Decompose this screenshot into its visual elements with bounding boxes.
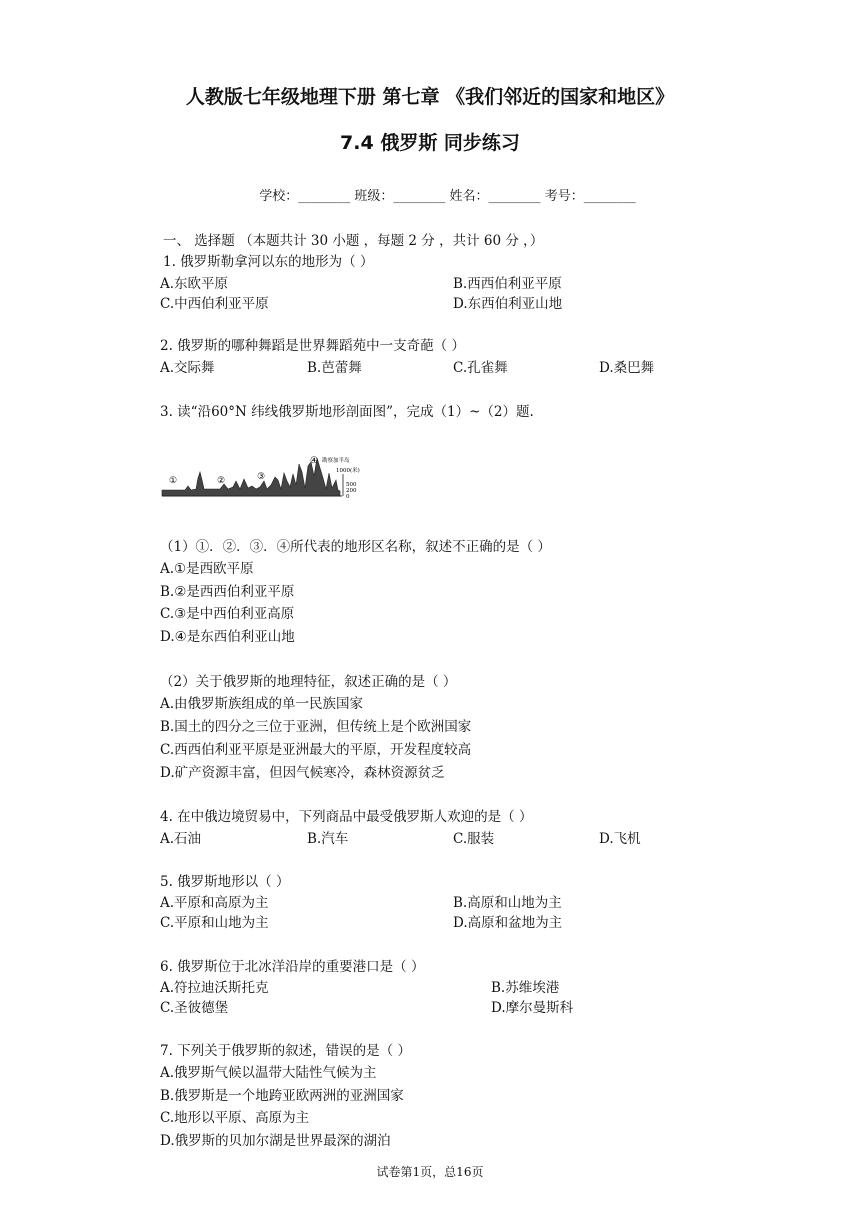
question-7-stem: 7. 下列关于俄罗斯的叙述，错误的是（ ） (160, 1043, 411, 1059)
question-3-2-option-d: D.矿产资源丰富，但因气候寒冷，森林资源贫乏 (160, 765, 445, 781)
terrain-profile-figure (160, 450, 385, 502)
question-6-stem: 6. 俄罗斯位于北冰洋沿岸的重要港口是（ ） (160, 959, 425, 975)
question-2-option-c: C.孔雀舞 (453, 360, 508, 376)
question-3-2-option-c: C.西西伯利亚平原是亚洲最大的平原，开发程度较高 (160, 742, 472, 758)
question-5-option-d: D.高原和盆地为主 (453, 915, 563, 931)
page-footer: 试卷第1页，总16页 (376, 1165, 484, 1179)
figure-marker-2: ② (217, 476, 226, 486)
question-3-1-stem: （1）①．②．③．④所代表的地形区名称，叙述不正确的是（ ） (160, 539, 551, 555)
figure-scale-200: 200 (346, 488, 357, 494)
figure-scale-500: 500 (346, 482, 357, 488)
document-subtitle: 7.4 俄罗斯 同步练习 (340, 132, 520, 154)
question-1-option-c: C.中西伯利亚平原 (160, 296, 269, 312)
question-4-option-a: A.石油 (160, 831, 202, 847)
question-3-stem: 3. 读“沿60°N 纬线俄罗斯地形剖面图”，完成（1）~（2）题. (160, 404, 534, 420)
question-3-2-option-a: A.由俄罗斯族组成的单一民族国家 (160, 696, 364, 712)
question-7-option-d: D.俄罗斯的贝加尔湖是世界最深的湖泊 (160, 1133, 391, 1149)
question-6-option-a: A.符拉迪沃斯托克 (160, 980, 269, 996)
student-info-fields: 学校：________ 班级：________ 姓名：________ 考号：________ (259, 189, 636, 204)
question-3-1-option-d: D.④是东西伯利亚山地 (160, 629, 295, 645)
question-7-option-a: A.俄罗斯气候以温带大陆性气候为主 (160, 1065, 377, 1081)
question-7-option-c: C.地形以平原、高原为主 (160, 1110, 310, 1126)
figure-marker-4: ④ (310, 456, 319, 466)
question-4-option-b: B.汽车 (307, 831, 349, 847)
question-6-option-b: B.苏维埃港 (491, 980, 560, 996)
question-2-option-b: B.芭蕾舞 (307, 360, 362, 376)
document-title: 人教版七年级地理下册 第七章 《我们邻近的国家和地区》 (185, 86, 675, 108)
question-6-option-d: D.摩尔曼斯科 (491, 1000, 574, 1016)
question-6-option-c: C.圣彼德堡 (160, 1000, 229, 1016)
question-1-option-d: D.东西伯利亚山地 (453, 296, 563, 312)
question-3-1-option-b: B.②是西西伯利亚平原 (160, 584, 295, 600)
figure-scale-top: 1000(米) (336, 468, 360, 474)
question-5-option-a: A.平原和高原为主 (160, 895, 269, 911)
question-1-option-a: A.东欧平原 (160, 276, 229, 292)
question-5-option-b: B.高原和山地为主 (453, 895, 562, 911)
question-3-1-option-a: A.①是西欧平原 (160, 561, 254, 577)
figure-peninsula-label: 勘察加半岛 (322, 458, 350, 464)
question-2-stem: 2. 俄罗斯的哪种舞蹈是世界舞蹈苑中一支奇葩（ ） (160, 338, 465, 354)
figure-marker-1: ① (169, 476, 178, 486)
question-1-stem: 1. 俄罗斯勒拿河以东的地形为（ ） (163, 254, 374, 270)
question-4-option-c: C.服装 (453, 831, 495, 847)
figure-scale-0: 0 (346, 494, 350, 500)
question-4-stem: 4. 在中俄边境贸易中，下列商品中最受俄罗斯人欢迎的是（ ） (160, 809, 533, 825)
question-2-option-d: D.桑巴舞 (599, 360, 655, 376)
section-heading: 一、 选择题 （本题共计 30 小题 ，每题 2 分 ，共计 60 分 ，） (163, 233, 544, 249)
question-7-option-b: B.俄罗斯是一个地跨亚欧两洲的亚洲国家 (160, 1088, 404, 1104)
question-4-option-d: D.飞机 (599, 831, 641, 847)
question-5-option-c: C.平原和山地为主 (160, 915, 269, 931)
figure-marker-3: ③ (257, 472, 266, 482)
question-2-option-a: A.交际舞 (160, 360, 215, 376)
question-5-stem: 5. 俄罗斯地形以（ ） (160, 874, 290, 890)
question-3-2-option-b: B.国土的四分之三位于亚洲，但传统上是个欧洲国家 (160, 719, 472, 735)
question-3-2-stem: （2）关于俄罗斯的地理特征，叙述正确的是（ ） (160, 674, 457, 690)
question-1-option-b: B.西西伯利亚平原 (453, 276, 562, 292)
question-3-1-option-c: C.③是中西伯利亚高原 (160, 606, 295, 622)
